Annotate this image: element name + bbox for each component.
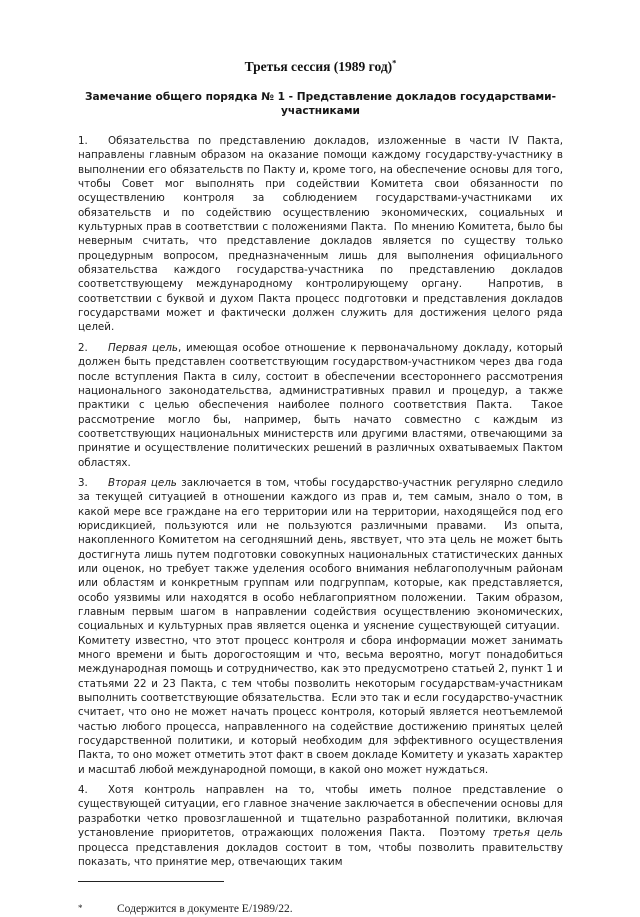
footnote-text: Содержится в документе E/1989/22. [117, 903, 293, 916]
paragraph-1-number: 1. [78, 135, 88, 147]
paragraph-4 [78, 783, 563, 869]
document-body [78, 134, 563, 869]
footnote-separator [78, 881, 224, 882]
paragraph-4-number: 4. [78, 784, 88, 797]
paragraph-2-number: 2. [78, 341, 88, 354]
footnote-marker: * [78, 903, 83, 914]
session-title-text: Третья сессия (1989 год) [244, 59, 393, 74]
paragraph-2-text: Первая цель, имеющая особое отношение к первоначальному докладу, который должен быть представлен соответствующим государством-участником через два года после вступления Пакта в силу, состоит в обеспечении всестороннего рассмотрения национального законодательства, административных правил и процедур, а также практики с целью обеспечения наиболее полного соответствия Пакта. Такое рассмотрение могло бы, например, быть начато совместно с каждым из соответствующих национальных министерств или другими властями, отвечающими за принятие и осуществление политических решений в различных охватываемых Пактом областях. [78, 341, 563, 469]
paragraph-3-number: 3. [78, 476, 88, 489]
page-title [78, 58, 563, 75]
paragraph-2 [78, 341, 563, 470]
document-subtitle: Замечание общего порядка № 1 - Представление докладов государствами-участниками [85, 91, 556, 117]
paragraph-1 [78, 134, 563, 335]
paragraph-3-text: Вторая цель заключается в том, чтобы государство-участник регулярно следило за текущей ситуацией в отношении каждого из прав и, тем самым, знало о том, в какой мере все граждане на его территории или на территории, находящейся под его юрисдикцией, пользуются или не пользуются различными правами. Из опыта, накопленного Комитетом на сегодняшний день, явствует, что эта цель не может быть достигнута лишь путем подготовки совокупных национальных статистических данных или оценок, но требует также уделения особого внимания неблагополучным районам или областям и конкретным группам или подгруппам, которые, как представляется, особо уязвимы или находятся в особо неблагоприятном положении. Таким образом, главным первым шагом в направлении содействия осуществлению экономических, социальных и культурных прав является оценка и уяснение существующей ситуации. Комитету известно, что этот процесс контроля и сбора информации может занимать много времени и быть дорогостоящим и что, весьма вероятно, могут понадобиться международная помощь и сотрудничество, как это предусмотрено статьей 2, пункт 1 и статьями 22 и 23 Пакта, с тем чтобы позволить некоторым государствам-участникам выполнить соответствующие обязательства. Если это так и если государство-участник считает, что оно не может начать процесс контроля, который является неотъемлемой частью любого процесса, направленного на содействие достижению принятых целей государственной политики, и который необходим для эффективного осуществления Пакта, то оно может отметить этот факт в своем докладе Комитету и указать характер и масштаб любой международной помощи, в какой оно может нуждаться. [78, 476, 564, 776]
footnote [78, 902, 563, 917]
paragraph-1-text: Обязательства по представлению докладов, изложенные в части IV Пакта, направлены главным образом на оказание помощи каждому государству-участнику в выполнении его обязательств по Пакту и, кроме того, на обеспечение основы для того, чтобы Совет мог выполнять при содействии Комитета свои обязанности по осуществлению контроля за соблюдением государствами-участниками их обязательств и по содействию осуществлению экономических, социальных и культурных прав в соответствии с положениями Пакта. По мнению Комитета, было бы неверным считать, что представление докладов является по существу только процедурным вопросом, предназначенным лишь для выполнения официального обязательства каждого государства-участника по представлению докладов соответствующему международному контролирующему органу. Напротив, в соответствии с буквой и духом Пакта процесс подготовки и представления докладов государствами может и фактически должен служить для достижения целого ряда целей. [78, 135, 563, 334]
paragraph-3 [78, 476, 563, 777]
footnote-reference-marker: * [392, 57, 397, 68]
paragraph-4-text: Хотя контроль направлен на то, чтобы иметь полное представление о существующей ситуации, его главное значение заключается в обеспечении основы для разработки четко провозглашенной и тщательно разработанной политики, включая установление приоритетов, отражающих положения Пакта. Поэтому третья цель процесса представления докладов состоит в том, чтобы позволить правительству показать, что принятие мер, отвечающих таким [78, 784, 563, 868]
